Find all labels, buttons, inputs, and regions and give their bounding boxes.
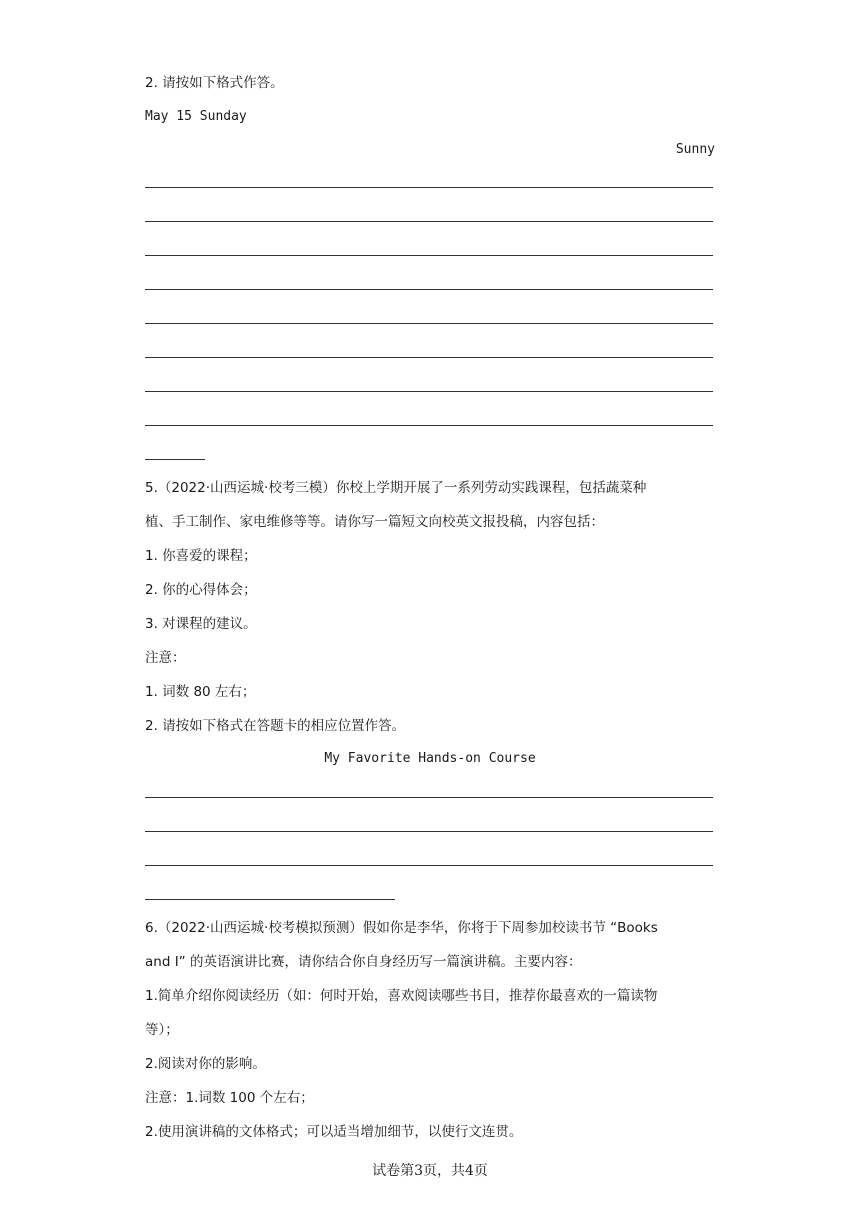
answer-line xyxy=(145,187,713,188)
answer-line xyxy=(145,391,713,392)
page-footer: 试卷第3页，共4页 xyxy=(372,1163,488,1179)
q5-note-2: 2. 请按如下格式在答题卡的相应位置作答。 xyxy=(145,718,406,734)
q5-note-label: 注意： xyxy=(145,650,186,666)
q5-point-3: 3. 对课程的建议。 xyxy=(145,616,257,632)
q6-note-2: 2.使用演讲稿的文体格式；可以适当增加细节，以使行文连贯。 xyxy=(145,1124,523,1140)
q5-header-line2: 植、手工制作、家电维修等等。请你写一篇短文向校英文报投稿，内容包括： xyxy=(145,514,604,530)
diary-weather: Sunny xyxy=(675,142,715,157)
q6-note-1: 注意：1.词数 100 个左右； xyxy=(145,1090,314,1106)
answer-line xyxy=(145,255,713,256)
diary-date: May 15 Sunday xyxy=(145,109,247,124)
answer-line xyxy=(145,289,713,290)
q5-point-1: 1. 你喜爱的课程； xyxy=(145,548,257,564)
answer-line-short xyxy=(145,899,395,900)
q6-point-1-line2: 等）； xyxy=(145,1022,179,1038)
q5-point-2: 2. 你的心得体会； xyxy=(145,582,257,598)
answer-line xyxy=(145,221,713,222)
answer-line xyxy=(145,865,713,866)
q6-point-1-line1: 1.简单介绍你阅读经历（如：何时开始，喜欢阅读哪些书目，推荐你最喜欢的一篇读物 xyxy=(145,988,658,1004)
q5-note-1: 1. 词数 80 左右； xyxy=(145,684,256,700)
q6-header-line2: and I” 的英语演讲比赛，请你结合你自身经历写一篇演讲稿。主要内容： xyxy=(145,954,582,970)
q5-essay-title: My Favorite Hands-on Course xyxy=(324,751,536,766)
q4-item-2: 2. 请按如下格式作答。 xyxy=(145,75,284,91)
answer-line xyxy=(145,323,713,324)
answer-line xyxy=(145,831,713,832)
answer-line xyxy=(145,425,713,426)
q5-header-line1: 5.（2022·山西运城·校考三模）你校上学期开展了一系列劳动实践课程，包括蔬菜种 xyxy=(145,480,647,496)
q6-header-line1: 6.（2022·山西运城·校考模拟预测）假如你是李华，你将于下周参加校读书节 “Books xyxy=(145,920,658,936)
answer-line xyxy=(145,797,713,798)
q6-point-2: 2.阅读对你的影响。 xyxy=(145,1056,266,1072)
answer-line-short xyxy=(145,459,205,460)
answer-line xyxy=(145,357,713,358)
